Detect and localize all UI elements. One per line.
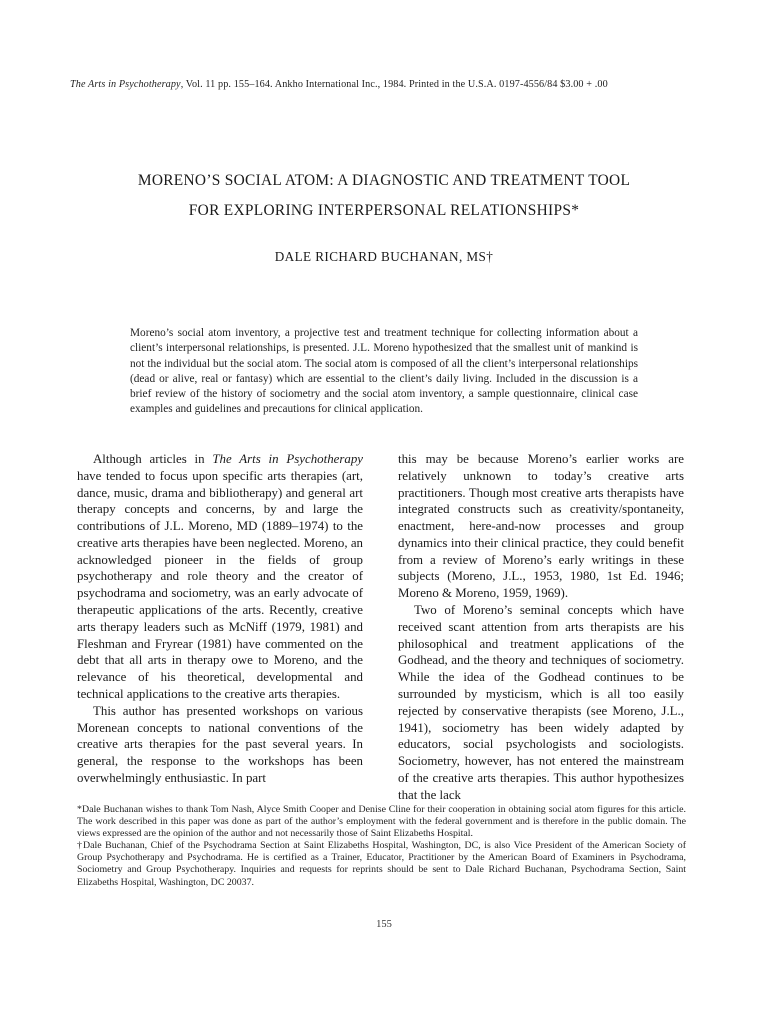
body-column-right: [398, 451, 684, 803]
running-head-details: , Vol. 11 pp. 155–164. Ankho International Inc., 1984. Printed in the U.S.A. 0197-4556/84 $3.00 + .00: [180, 79, 608, 90]
footnotes: [77, 804, 686, 889]
body-paragraph-1: [77, 451, 363, 703]
author-byline: DALE RICHARD BUCHANAN, MS†: [274, 249, 494, 264]
article-title: [60, 166, 708, 226]
body-paragraph-1-start: Although articles in: [93, 452, 213, 466]
journal-name-italic: The Arts in Psychotherapy: [212, 452, 363, 466]
body-paragraph-2: This author has presented workshops on various Morenean concepts to national conventions of the creative arts therapies for the past several years. In general, the response to the workshops has been overwhelmingly enthusiastic. In part: [77, 703, 363, 785]
running-head: [70, 79, 710, 90]
body-column-left: [77, 451, 363, 787]
article-title-line-1: MORENO’S SOCIAL ATOM: A DIAGNOSTIC AND TREATMENT TOOL: [137, 172, 631, 189]
body-paragraph-4: Two of Moreno’s seminal concepts which have received scant attention from arts therapists are his philosophical and treatment applications of the Godhead, and the theory and techniques of sociometry. While the idea of the Godhead continues to be surrounded by mysticism, which is all too easily rejected by conservative therapists (see Moreno, J.L., 1941), sociometry has been widely adapted by educators, social psychologists and sociologists. Sociometry, however, has not entered the mainstream of the creative arts therapies. This author hypothesizes that the lack: [398, 603, 684, 802]
footnote-author-bio: †Dale Buchanan, Chief of the Psychodrama Section at Saint Elizabeths Hospital, Washington, DC, is also Vice President of the American Society of Group Psychotherapy and Psychodrama. He is certified as a Trainer, Educator, Practitioner by the American Board of Examiners in Psychodrama, Sociometry and Group Psychotherapy. Inquiries and requests for reprints should be sent to Dale Richard Buchanan, Psychodrama Section, Saint Elizabeths Hospital, Washington, DC 20037.: [77, 840, 686, 888]
running-head-journal: The Arts in Psychotherapy: [70, 79, 181, 90]
footnote-acknowledgement: *Dale Buchanan wishes to thank Tom Nash, Alyce Smith Cooper and Denise Cline for their cooperation in obtaining social atom figures for this article. The work described in this paper was done as part of the author’s employment with the federal government and is therefore in the public domain. The views expressed are the opinion of the author and not necessarily those of Saint Elizabeths Hospital.: [77, 804, 686, 840]
body-paragraph-1-rest: have tended to focus upon specific arts therapies (art, dance, music, drama and bibliotherapy) and general art therapy concepts and concerns, by and large the contributions of J.L. Moreno, MD (1889–1974) to the creative arts therapies have been neglected. Moreno, an acknowledged pioneer in the fields of group psychotherapy and role theory and the creator of psychodrama and sociometry, was an early advocate of therapeutic applications of the arts. Recently, creative arts therapy leaders such as McNiff (1979, 1981) and Fleshman and Fryrear (1981) have commented on the debt that all arts in therapy owe to Moreno, and the relevance of his theoretical, developmental and technical applications to the creative arts therapies.: [77, 468, 363, 701]
abstract: Moreno’s social atom inventory, a projective test and treatment technique for collecting information about a client’s interpersonal relationships, is presented. J.L. Moreno hypothesized that the smallest unit of mankind is not the individual but the social atom. The social atom is composed of all the client’s interpersonal relationships (dead or alive, real or fantasy) which are essential to the client’s daily living. Included in the discussion is a brief review of the history of sociometry and the social atom inventory, a sample questionnaire, clinical case examples and guidelines and precautions for clinical application.: [130, 327, 638, 416]
page-number: 155: [376, 919, 392, 930]
body-paragraph-3: this may be because Moreno’s earlier works are relatively unknown to today’s creative arts practitioners. Though most creative arts therapists have integrated constructs such as creativity/spontaneity, enactment, here-and-now processes and group dynamics into their clinical practice, they could benefit from a review of Moreno’s early writings in these subjects (Moreno, J.L., 1953, 1980, 1st Ed. 1946; Moreno & Moreno, 1959, 1969).: [398, 452, 684, 601]
article-title-line-2: FOR EXPLORING INTERPERSONAL RELATIONSHIPS*: [188, 202, 580, 219]
